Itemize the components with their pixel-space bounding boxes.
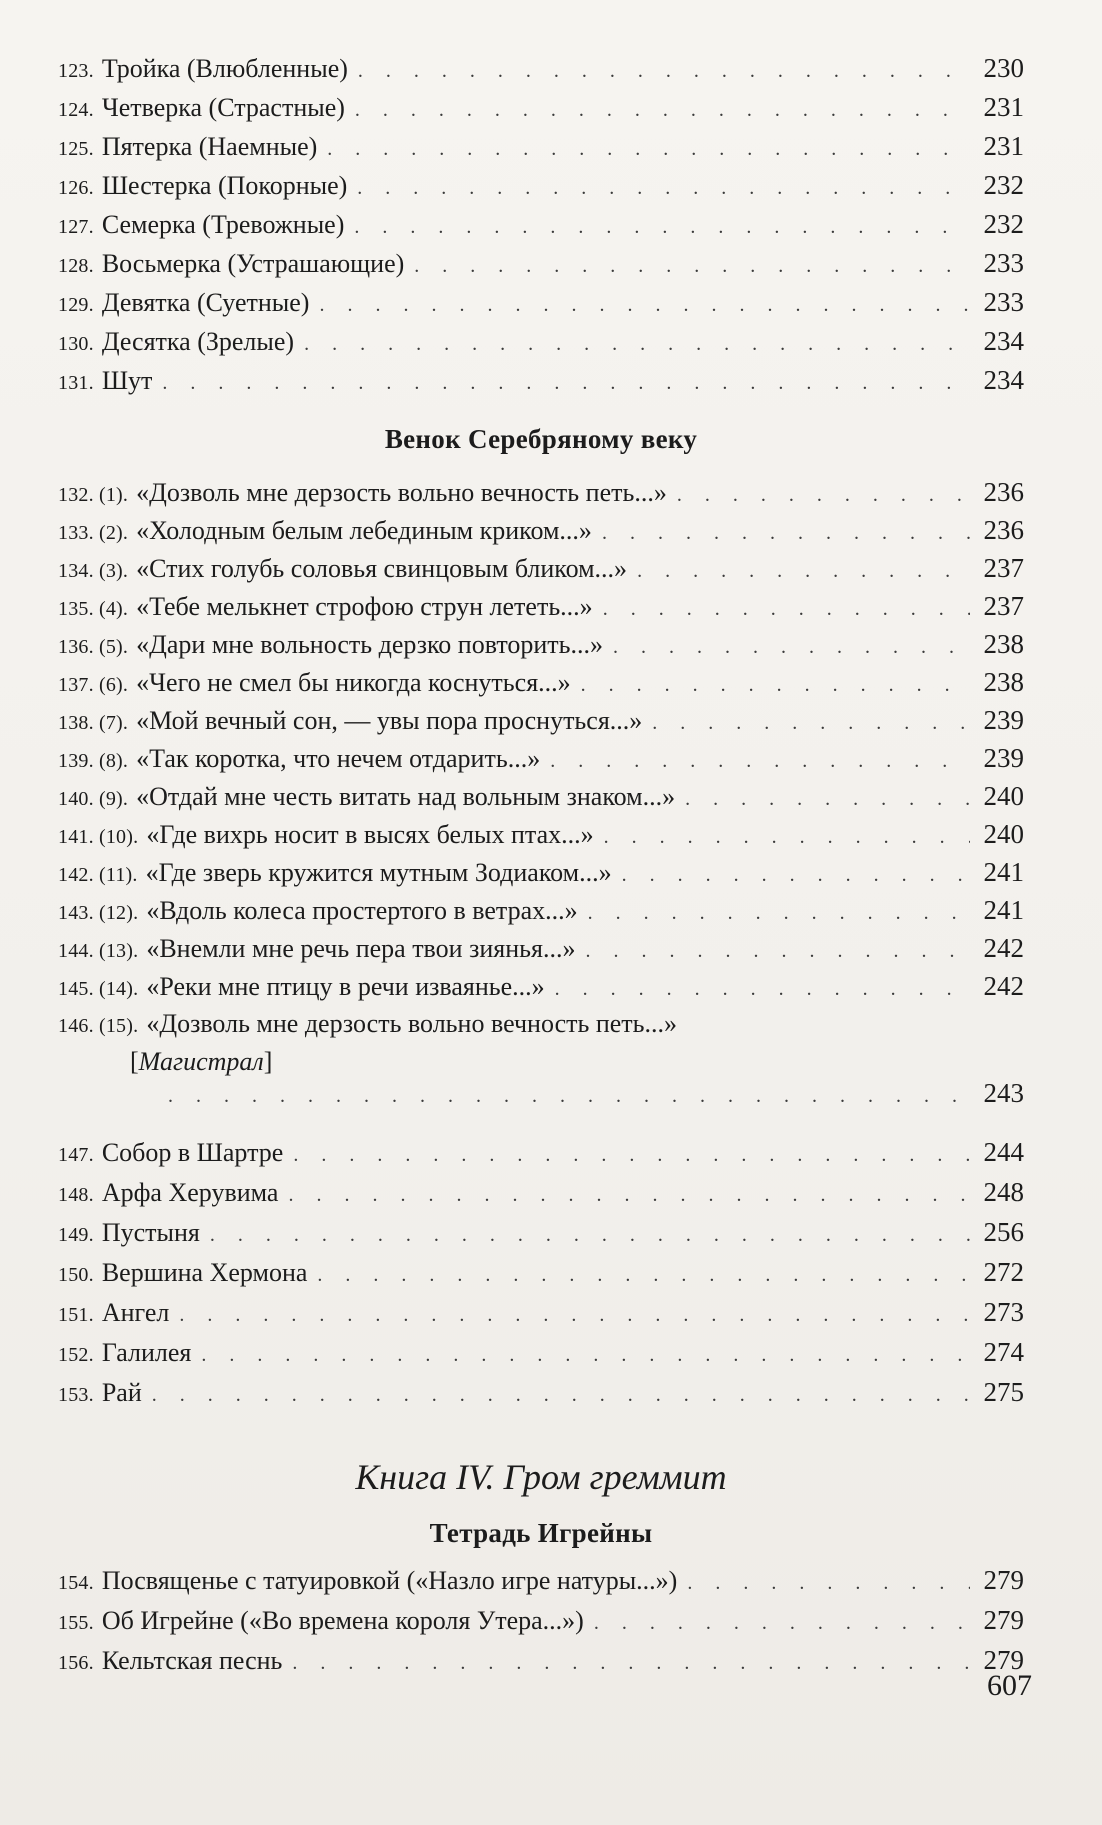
entry-number: 140. (9). xyxy=(58,788,129,810)
entry-page: 279 xyxy=(983,1645,1024,1675)
entry-page: 240 xyxy=(983,781,1024,811)
entry-number: 128. xyxy=(58,255,94,277)
leader-dots xyxy=(603,589,970,629)
entry-title: «Холодным белым лебединым криком...» xyxy=(136,516,592,545)
entry-page: 236 xyxy=(983,515,1024,545)
entry-number: 145. (14). xyxy=(58,978,139,1000)
entry-page: 233 xyxy=(983,287,1024,317)
entry-title: Семерка (Тревожные) xyxy=(101,210,345,239)
section-heading-igraine: Тетрадь Игрейны xyxy=(429,1518,653,1548)
entry-title: «Отдай мне честь витать над вольным знаком...» xyxy=(136,782,676,811)
entry-number: 150. xyxy=(58,1264,94,1286)
entry-number: 143. (12). xyxy=(58,902,139,924)
entry-page: 273 xyxy=(983,1297,1024,1327)
entry-number: 125. xyxy=(58,138,94,160)
leader-dots xyxy=(588,893,970,933)
leader-dots xyxy=(652,703,970,743)
entry-page: 234 xyxy=(983,365,1024,395)
leader-dots xyxy=(613,627,970,667)
entry-page: 274 xyxy=(983,1337,1024,1367)
entry-number: 151. xyxy=(58,1304,94,1326)
entry-page: 244 xyxy=(983,1137,1024,1167)
toc-entry xyxy=(58,243,1024,283)
entry-number: 153. xyxy=(58,1384,94,1406)
entry-number: 146. (15). xyxy=(58,1015,139,1037)
entry-number: 142. (11). xyxy=(58,864,138,886)
entry-number: 147. xyxy=(58,1144,94,1166)
entry-page: 230 xyxy=(983,53,1024,83)
entry-page: 231 xyxy=(983,92,1024,122)
entry-title: Восьмерка (Устрашающие) xyxy=(101,249,405,278)
toc-entry xyxy=(58,321,1024,361)
leader-dots xyxy=(304,324,970,364)
entry-title: «Дозволь мне дерзость вольно вечность петь...» xyxy=(136,478,667,507)
entry-number: 135. (4). xyxy=(58,598,129,620)
entry-title: «Где вихрь носит в высях белых птах...» xyxy=(146,820,594,849)
entry-page: 242 xyxy=(983,971,1024,1001)
toc-entry-magistral-page xyxy=(158,1073,1024,1113)
entry-page: 237 xyxy=(983,553,1024,583)
toc-entry xyxy=(58,548,1024,588)
toc-entry xyxy=(58,282,1024,322)
entry-title: Шут xyxy=(101,366,153,395)
leader-dots xyxy=(319,285,970,325)
entry-page: 275 xyxy=(983,1377,1024,1407)
entry-number: 134. (3). xyxy=(58,560,129,582)
entry-title: Рай xyxy=(101,1378,142,1407)
book-title: Книга IV. Гром греммит xyxy=(355,1457,727,1497)
toc-entry xyxy=(58,624,1024,664)
toc-entry xyxy=(58,1292,1024,1332)
leader-dots xyxy=(677,475,970,515)
entry-page: 256 xyxy=(983,1217,1024,1247)
toc-entry xyxy=(58,928,1024,968)
leader-dots xyxy=(210,1215,970,1255)
entry-page: 239 xyxy=(983,705,1024,735)
entry-title: Арфа Херувима xyxy=(101,1178,279,1207)
entry-title: Об Игрейне («Во времена короля Утера...») xyxy=(101,1606,584,1635)
leader-dots xyxy=(168,1076,970,1116)
entry-title: «Тебе мелькнет строфою струн лететь...» xyxy=(136,592,593,621)
toc-entry xyxy=(58,1212,1024,1252)
entry-page: 238 xyxy=(983,629,1024,659)
entry-number: 156. xyxy=(58,1652,94,1674)
entry-number: 136. (5). xyxy=(58,636,129,658)
entry-title: Пятерка (Наемные) xyxy=(101,132,318,161)
entry-title: Десятка (Зрелые) xyxy=(101,327,295,356)
leader-dots xyxy=(179,1295,970,1335)
entry-number: 144. (13). xyxy=(58,940,139,962)
leader-dots xyxy=(292,1643,970,1683)
toc-entry xyxy=(58,814,1024,854)
entry-title: Посвященье с татуировкой («Назло игре натуры...») xyxy=(101,1566,678,1595)
leader-dots xyxy=(622,855,970,895)
section-heading-wreath: Венок Серебряному веку xyxy=(384,424,698,454)
entry-title: «Вдоль колеса простертого в ветрах...» xyxy=(146,896,578,925)
leader-dots xyxy=(162,363,970,403)
entry-title: «Дозволь мне дерзость вольно вечность петь...» xyxy=(146,1009,678,1038)
entry-title: «Где зверь кружится мутным Зодиаком...» xyxy=(145,858,612,887)
bracket-close: ] xyxy=(263,1047,273,1076)
entry-title: «Чего не смел бы никогда коснуться...» xyxy=(136,668,571,697)
toc-entry xyxy=(58,890,1024,930)
entry-page: 234 xyxy=(983,326,1024,356)
bracket-open: [ xyxy=(130,1047,139,1076)
entry-number: 148. xyxy=(58,1184,94,1206)
entry-title: Вершина Хермона xyxy=(101,1258,308,1287)
entry-page: 272 xyxy=(983,1257,1024,1287)
leader-dots xyxy=(357,168,970,208)
toc-entry xyxy=(58,852,1024,892)
leader-dots xyxy=(555,969,970,1009)
toc-entry xyxy=(58,1600,1024,1640)
toc-entry xyxy=(58,700,1024,740)
toc-entry xyxy=(58,1640,1024,1680)
entry-page: 236 xyxy=(983,477,1024,507)
entry-number: 129. xyxy=(58,294,94,316)
entry-page: 241 xyxy=(983,895,1024,925)
entry-page: 232 xyxy=(983,170,1024,200)
toc-entry xyxy=(58,472,1024,512)
entry-number: 149. xyxy=(58,1224,94,1246)
entry-title: Ангел xyxy=(101,1298,170,1327)
leader-dots xyxy=(637,551,970,591)
entry-number: 131. xyxy=(58,372,94,394)
entry-number: 155. xyxy=(58,1612,94,1634)
entry-number: 127. xyxy=(58,216,94,238)
entry-title: «Внемли мне речь пера твои зиянья...» xyxy=(146,934,576,963)
entry-page: 231 xyxy=(983,131,1024,161)
toc-entry xyxy=(58,204,1024,244)
entry-page: 279 xyxy=(983,1565,1024,1595)
entry-number: 137. (6). xyxy=(58,674,129,696)
leader-dots xyxy=(293,1135,970,1175)
leader-dots xyxy=(581,665,970,705)
entry-page: 238 xyxy=(983,667,1024,697)
leader-dots xyxy=(327,129,970,169)
entry-number: 123. xyxy=(58,60,94,82)
entry-page: 233 xyxy=(983,248,1024,278)
entry-title: «Реки мне птицу в речи изваянье...» xyxy=(146,972,545,1001)
leader-dots xyxy=(414,246,970,286)
page-number: 607 xyxy=(987,1669,1032,1702)
entry-number: 133. (2). xyxy=(58,522,129,544)
leader-dots xyxy=(685,779,970,819)
entry-title: «Мой вечный сон, — увы пора проснуться...» xyxy=(136,706,643,735)
entry-title: Шестерка (Покорные) xyxy=(101,171,348,200)
leader-dots xyxy=(152,1375,970,1415)
entry-number: 124. xyxy=(58,99,94,121)
toc-entry xyxy=(58,87,1024,127)
entry-page: 242 xyxy=(983,933,1024,963)
entry-number: 152. xyxy=(58,1344,94,1366)
entry-title: Кельтская песнь xyxy=(101,1646,283,1675)
entry-title: Собор в Шартре xyxy=(101,1138,284,1167)
leader-dots xyxy=(550,741,970,781)
toc-entry xyxy=(58,510,1024,550)
entry-title: Четверка (Страстные) xyxy=(101,93,345,122)
leader-dots xyxy=(201,1335,970,1375)
toc-entry xyxy=(58,1004,1024,1044)
leader-dots xyxy=(687,1563,970,1603)
entry-page: 241 xyxy=(983,857,1024,887)
leader-dots xyxy=(594,1603,970,1643)
entry-page: 248 xyxy=(983,1177,1024,1207)
toc-entry xyxy=(58,1560,1024,1600)
entry-title: «Стих голубь соловья свинцовым бликом...» xyxy=(136,554,628,583)
entry-number: 139. (8). xyxy=(58,750,129,772)
leader-dots xyxy=(354,207,970,247)
entry-number: 141. (10). xyxy=(58,826,139,848)
toc-entry xyxy=(58,48,1024,88)
leader-dots xyxy=(358,51,970,91)
entry-number: 132. (1). xyxy=(58,484,129,506)
entry-number: 138. (7). xyxy=(58,712,129,734)
toc-entry xyxy=(58,1172,1024,1212)
entry-number: 154. xyxy=(58,1572,94,1594)
toc-entry xyxy=(58,1132,1024,1172)
leader-dots xyxy=(585,931,970,971)
entry-page: 239 xyxy=(983,743,1024,773)
entry-title: «Дари мне вольность дерзко повторить...» xyxy=(136,630,603,659)
entry-number: 130. xyxy=(58,333,94,355)
entry-page: 240 xyxy=(983,819,1024,849)
leader-dots xyxy=(604,817,970,857)
entry-page: 237 xyxy=(983,591,1024,621)
toc-entry xyxy=(58,1252,1024,1292)
toc-entry xyxy=(58,1332,1024,1372)
toc-entry xyxy=(58,165,1024,205)
entry-page: 279 xyxy=(983,1605,1024,1635)
toc-entry xyxy=(58,360,1024,400)
entry-number: 126. xyxy=(58,177,94,199)
toc-entry xyxy=(58,662,1024,702)
toc-entry xyxy=(58,776,1024,816)
toc-entry xyxy=(58,126,1024,166)
entry-page: 232 xyxy=(983,209,1024,239)
leader-dots xyxy=(288,1175,970,1215)
leader-dots xyxy=(355,90,970,130)
leader-dots xyxy=(602,513,970,553)
entry-title: Девятка (Суетные) xyxy=(101,288,310,317)
leader-dots xyxy=(317,1255,970,1295)
entry-title: Тройка (Влюбленные) xyxy=(101,54,348,83)
entry-title: Пустыня xyxy=(101,1218,200,1247)
entry-title: Галилея xyxy=(101,1338,192,1367)
toc-entry xyxy=(58,738,1024,778)
magistral-label: Магистрал xyxy=(138,1047,264,1076)
entry-page: 243 xyxy=(983,1078,1024,1108)
toc-entry xyxy=(58,966,1024,1006)
toc-entry xyxy=(58,1372,1024,1412)
toc-entry xyxy=(58,586,1024,626)
entry-title: «Так коротка, что нечем отдарить...» xyxy=(136,744,541,773)
